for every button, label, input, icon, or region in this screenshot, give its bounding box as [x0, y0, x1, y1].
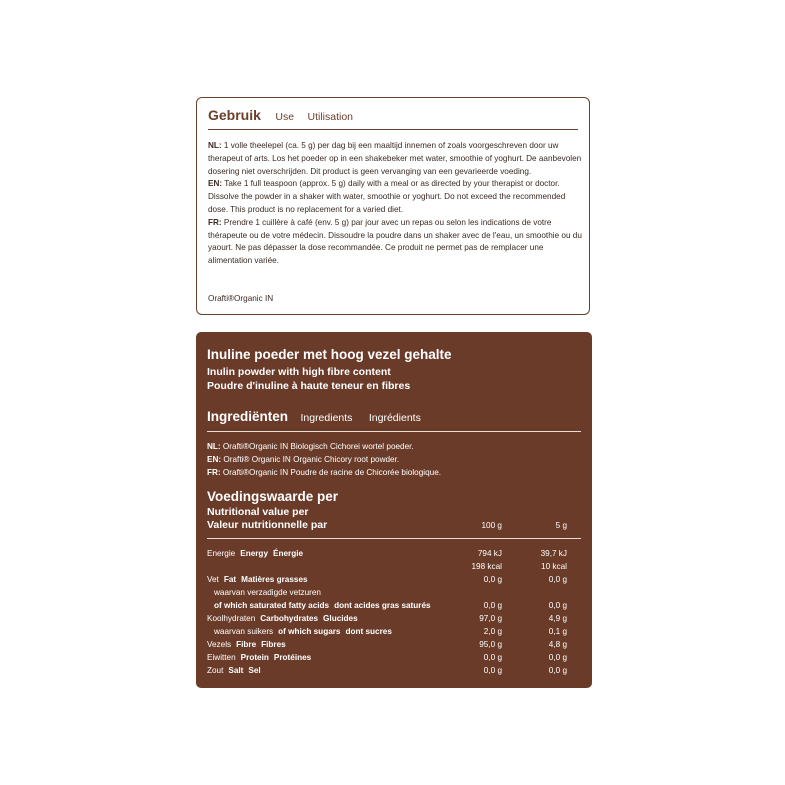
nutrition-row: [196, 549, 592, 562]
nutrition-row-value-5g: 0,0 g: [548, 653, 567, 662]
nutrition-row-nl: waarvan verzadigde vetzuren: [214, 588, 321, 597]
usage-divider: [208, 129, 578, 130]
usage-en: [208, 178, 582, 216]
usage-card: [196, 97, 590, 315]
nutrition-row-value-100g: 0,0 g: [483, 575, 502, 584]
nutrition-row-en: Fat: [223, 575, 237, 584]
nutrition-row-fr: Glucides: [323, 614, 358, 623]
nutrition-row: [196, 666, 592, 679]
ingredients-title-en: Ingredients: [300, 412, 353, 424]
nutrition-title-nl: Voedingswaarde per: [207, 489, 339, 504]
nutrition-row-fr: Protéines: [273, 653, 312, 662]
nutrition-row-fr: Fibres: [261, 640, 286, 649]
nutrition-row-en: Carbohydrates: [260, 614, 319, 623]
nutrition-row-value-100g: 0,0 g: [483, 666, 502, 675]
nutrition-row-value-5g: 4,9 g: [548, 614, 567, 623]
nutrition-row-label: [207, 575, 308, 584]
usage-fr-label: FR:: [208, 217, 222, 227]
nutrition-row-value-5g: 0,1 g: [548, 627, 567, 636]
ingredients-title-fr: Ingrédients: [368, 412, 421, 424]
product-title-nl: Inuline poeder met hoog vezel gehalte: [207, 347, 452, 362]
nutrition-row: [196, 575, 592, 588]
nutrition-row-fr: Matières grasses: [241, 575, 308, 584]
nutrition-row-fr: dont acides gras saturés: [334, 601, 431, 610]
usage-title-fr: Utilisation: [307, 111, 354, 123]
nutrition-row-value-5g: 39,7 kJ: [540, 549, 567, 558]
nutrition-row-en: Fibre: [236, 640, 257, 649]
nutrition-row-label: [214, 601, 431, 610]
nutrition-card: [196, 332, 592, 688]
usage-nl-text: 1 volle theelepel (ca. 5 g) per dag bij een maaltijd innemen of zoals voorgeschreven door uw therapeut of arts. Los het poeder op in een shakebeker met water, smoothie of yoghurt. De aanbevolen dosering niet overschrijden. Dit product is geen vervanging van een gevarieerde voeding.: [208, 141, 582, 176]
nutrition-row-nl: Zout: [207, 666, 224, 675]
usage-text: [208, 140, 582, 268]
ingredients-divider: [207, 431, 581, 432]
nutrition-row-value-5g: 10 kcal: [541, 562, 567, 571]
nutrition-row: [196, 614, 592, 627]
nutrition-row: [196, 653, 592, 666]
column-header-5g: 5 g: [555, 521, 567, 530]
ingredients-en-text: Orafti® Organic IN Organic Chicory root powder.: [223, 455, 400, 464]
usage-footer: Orafti®Organic IN: [208, 294, 274, 303]
nutrition-row-nl: Vet: [207, 575, 219, 584]
ingredients-title-nl: Ingrediënten: [207, 409, 289, 424]
usage-heading: [208, 107, 353, 125]
nutrition-row-label: [214, 627, 392, 636]
nutrition-row-fr: Sel: [248, 666, 261, 675]
nutrition-row-value-5g: 0,0 g: [548, 575, 567, 584]
nutrition-row-nl: Eiwitten: [207, 653, 236, 662]
ingredients-fr: [207, 468, 441, 477]
usage-fr-text: Prendre 1 cuillère à café (env. 5 g) par jour avec un repas ou selon les indications de votre thérapeute ou de votre médecin. Dissoudre la poudre dans un shaker avec de l'eau, un smoothie ou du yaourt. Ne pas dépasser la dose recommandée. Ce produit ne permet pas de remplacer une alimentation variée.: [208, 217, 582, 266]
nutrition-row-nl: waarvan suikers: [214, 627, 274, 636]
ingredients-fr-text: Orafti®Organic IN Poudre de racine de Chicorée biologique.: [222, 468, 442, 477]
product-title-en: Inulin powder with high fibre content: [207, 366, 391, 378]
nutrition-row-nl: Vezels: [207, 640, 232, 649]
nutrition-row-nl: Energie: [207, 549, 236, 558]
nutrition-row-value-100g: 794 kJ: [477, 549, 502, 558]
nutrition-row-nl: Koolhydraten: [207, 614, 256, 623]
ingredients-en-label: EN:: [207, 455, 222, 464]
nutrition-row-value-100g: 95,0 g: [479, 640, 502, 649]
ingredients-nl-text: Orafti®Organic IN Biologisch Cichorei wortel poeder.: [222, 442, 414, 451]
nutrition-row-value-100g: 198 kcal: [471, 562, 502, 571]
nutrition-row-en: Protein: [240, 653, 269, 662]
nutrition-row-label: [207, 653, 311, 662]
nutrition-row-en: Salt: [228, 666, 244, 675]
nutrition-row: [196, 627, 592, 640]
nutrition-row-value-100g: 2,0 g: [483, 627, 502, 636]
usage-title-en: Use: [275, 111, 295, 123]
product-title-fr: Poudre d'inuline à haute teneur en fibres: [207, 380, 411, 392]
usage-title-nl: Gebruik: [208, 107, 261, 123]
nutrition-row: [196, 562, 592, 575]
nutrition-row-label: [207, 666, 261, 675]
ingredients-fr-label: FR:: [207, 468, 221, 477]
nutrition-row-value-5g: 0,0 g: [548, 601, 567, 610]
nutrition-row-label: [207, 640, 286, 649]
ingredients-nl: [207, 442, 414, 451]
nutrition-title-en: Nutritional value per: [207, 506, 309, 518]
nutrition-row-value-5g: 4,8 g: [548, 640, 567, 649]
nutrition-row-label: [214, 588, 321, 597]
nutrition-row-value-100g: 0,0 g: [483, 601, 502, 610]
nutrition-row-en: of which sugars: [278, 627, 341, 636]
nutrition-row-fr: dont sucres: [345, 627, 392, 636]
ingredients-nl-label: NL:: [207, 442, 221, 451]
nutrition-row-en: of which saturated fatty acids: [214, 601, 330, 610]
nutrition-divider: [207, 538, 581, 539]
nutrition-row-fr: Énergie: [273, 549, 304, 558]
nutrition-row-label: [207, 614, 358, 623]
usage-en-text: Take 1 full teaspoon (approx. 5 g) daily with a meal or as directed by your therapist or doctor. Dissolve the powder in a shaker with water, smoothie or yoghurt. Do not exceed the recommended dose. This product is no replacement for a varied diet.: [208, 179, 566, 214]
nutrition-row-value-100g: 0,0 g: [483, 653, 502, 662]
nutrition-row-value-5g: 0,0 g: [548, 666, 567, 675]
nutrition-row: [196, 601, 592, 614]
nutrition-row: [196, 640, 592, 653]
usage-fr: [208, 217, 582, 268]
column-header-100g: 100 g: [481, 521, 502, 530]
usage-nl: [208, 140, 582, 178]
nutrition-row-value-100g: 97,0 g: [479, 614, 502, 623]
usage-en-label: EN:: [208, 179, 223, 189]
nutrition-row-label: [207, 549, 303, 558]
ingredients-heading: [207, 408, 421, 426]
nutrition-title-fr: Valeur nutritionnelle par: [207, 519, 328, 531]
ingredients-en: [207, 455, 399, 464]
usage-nl-label: NL:: [208, 141, 222, 150]
nutrition-row: [196, 588, 592, 601]
nutrition-row-en: Energy: [240, 549, 268, 558]
